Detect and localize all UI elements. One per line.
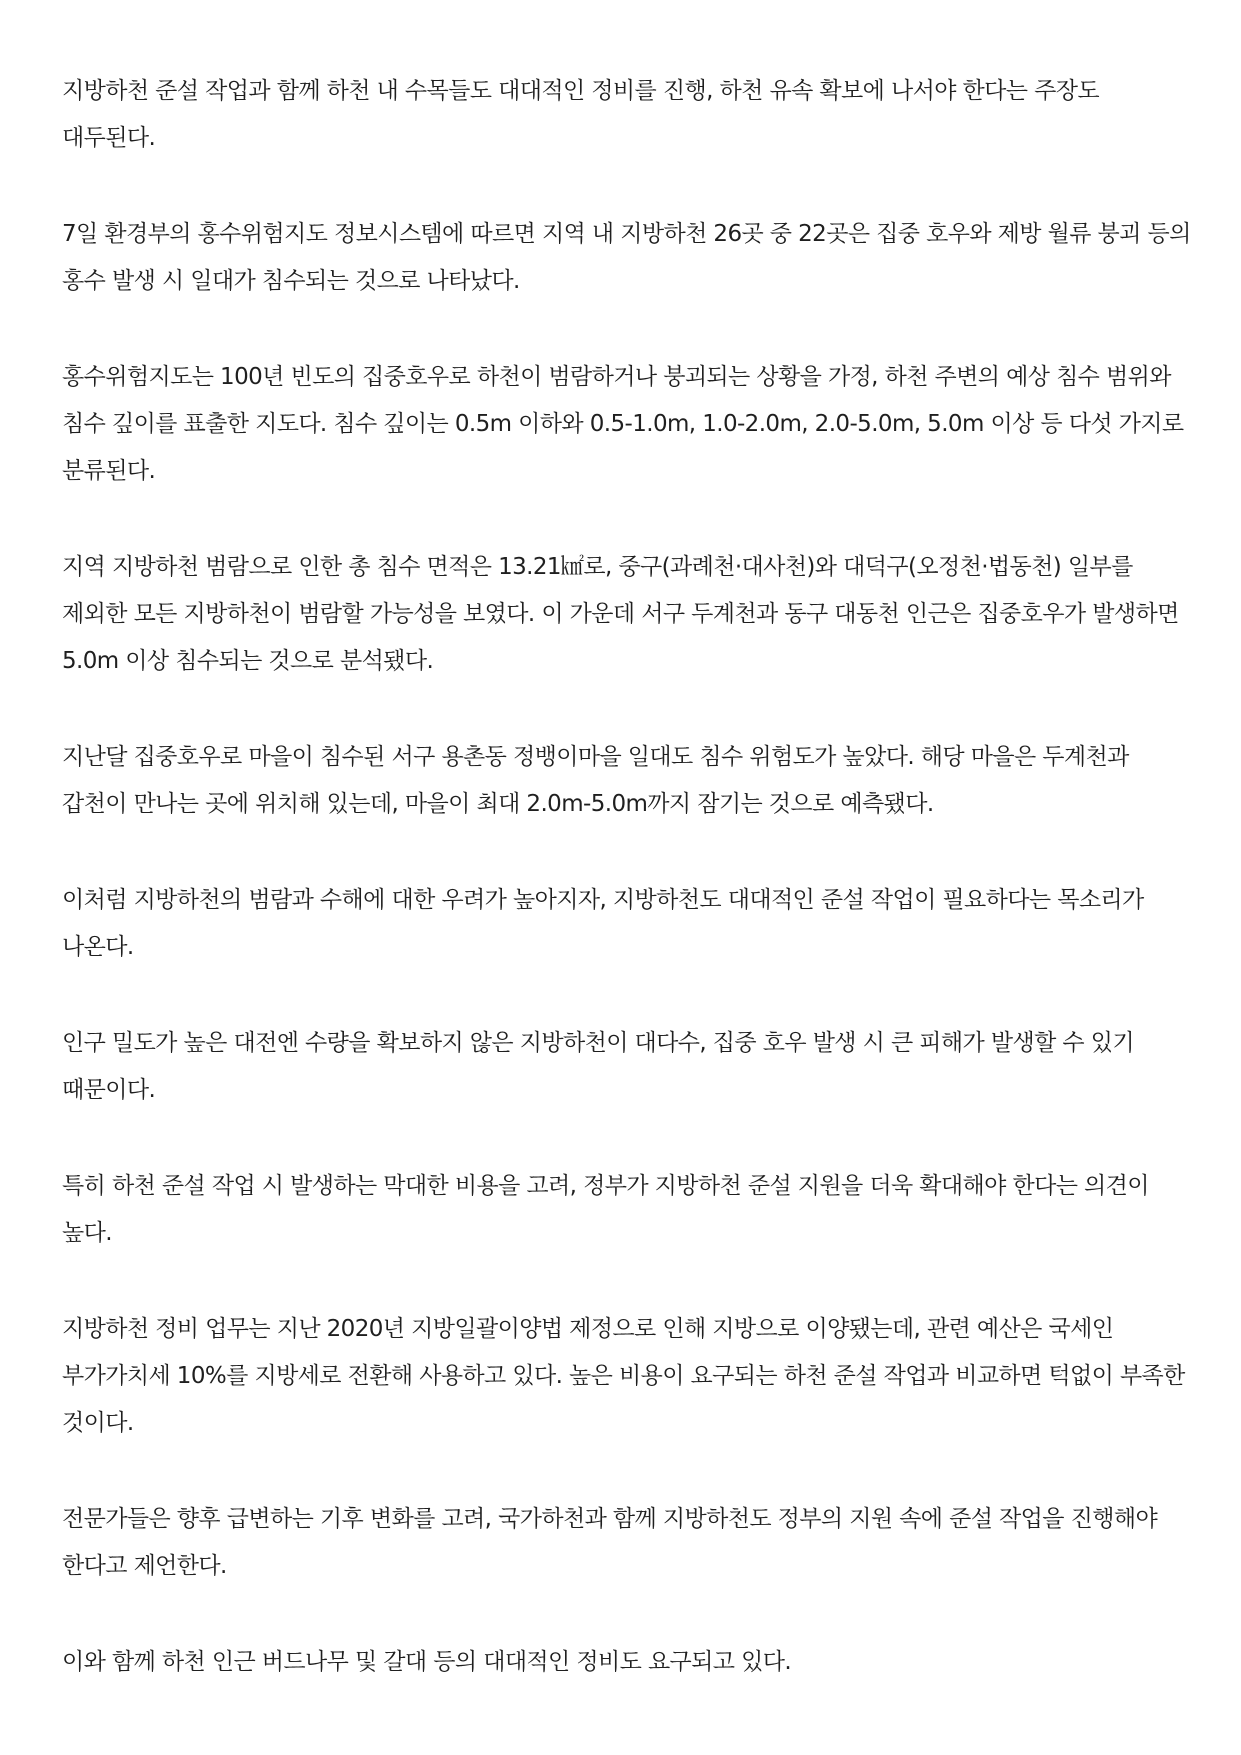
article-paragraph: 이처럼 지방하천의 범람과 수해에 대한 우려가 높아지자, 지방하천도 대대적인 준설 작업이 필요하다는 목소리가 나온다.: [62, 887, 1144, 960]
article-paragraph: 인구 밀도가 높은 대전엔 수량을 확보하지 않은 지방하천이 대다수, 집중 호우 발생 시 큰 피해가 발생할 수 있기 때문이다.: [62, 1030, 1134, 1103]
article-paragraph: 홍수위험지도는 100년 빈도의 집중호우로 하천이 범람하거나 붕괴되는 상황을 가정, 하천 주변의 예상 침수 범위와 침수 깊이를 표출한 지도다. 침수 깊이는 0.5m 이하와 0.5-1.0m, 1.0-2.0m, 2.0-5.0m, 5.0m 이상 등 다섯 가지로 분류된다.: [62, 364, 1184, 484]
article-paragraph: 지난달 집중호우로 마을이 침수된 서구 용촌동 정뱅이마을 일대도 침수 위험도가 높았다. 해당 마을은 두계천과 갑천이 만나는 곳에 위치해 있는데, 마을이 최대 2.0m-5.0m까지 잠기는 것으로 예측됐다.: [62, 744, 1129, 817]
article-paragraph: 특히 하천 준설 작업 시 발생하는 막대한 비용을 고려, 정부가 지방하천 준설 지원을 더욱 확대해야 한다는 의견이 높다.: [62, 1173, 1149, 1246]
article-paragraph: 이와 함께 하천 인근 버드나무 및 갈대 등의 대대적인 정비도 요구되고 있다.: [62, 1649, 792, 1675]
article-paragraph: 지방하천 준설 작업과 함께 하천 내 수목들도 대대적인 정비를 진행, 하천 유속 확보에 나서야 한다는 주장도 대두된다.: [62, 78, 1099, 151]
article-paragraph: 지역 지방하천 범람으로 인한 총 침수 면적은 13.21㎢로, 중구(과례천·대사천)와 대덕구(오정천·법동천) 일부를 제외한 모든 지방하천이 범람할 가능성을 보였다. 이 가운데 서구 두계천과 동구 대동천 인근은 집중호우가 발생하면 5.0m 이상 침수되는 것으로 분석됐다.: [62, 554, 1179, 674]
article-body: [62, 68, 1192, 1686]
article-paragraph: 전문가들은 향후 급변하는 기후 변화를 고려, 국가하천과 함께 지방하천도 정부의 지원 속에 준설 작업을 진행해야 한다고 제언한다.: [62, 1506, 1158, 1579]
article-paragraph: 지방하천 정비 업무는 지난 2020년 지방일괄이양법 제정으로 인해 지방으로 이양됐는데, 관련 예산은 국세인 부가가치세 10%를 지방세로 전환해 사용하고 있다. 높은 비용이 요구되는 하천 준설 작업과 비교하면 턱없이 부족한 것이다.: [62, 1316, 1185, 1436]
article-paragraph: 7일 환경부의 홍수위험지도 정보시스템에 따르면 지역 내 지방하천 26곳 중 22곳은 집중 호우와 제방 월류 붕괴 등의 홍수 발생 시 일대가 침수되는 것으로 나타났다.: [62, 221, 1191, 294]
